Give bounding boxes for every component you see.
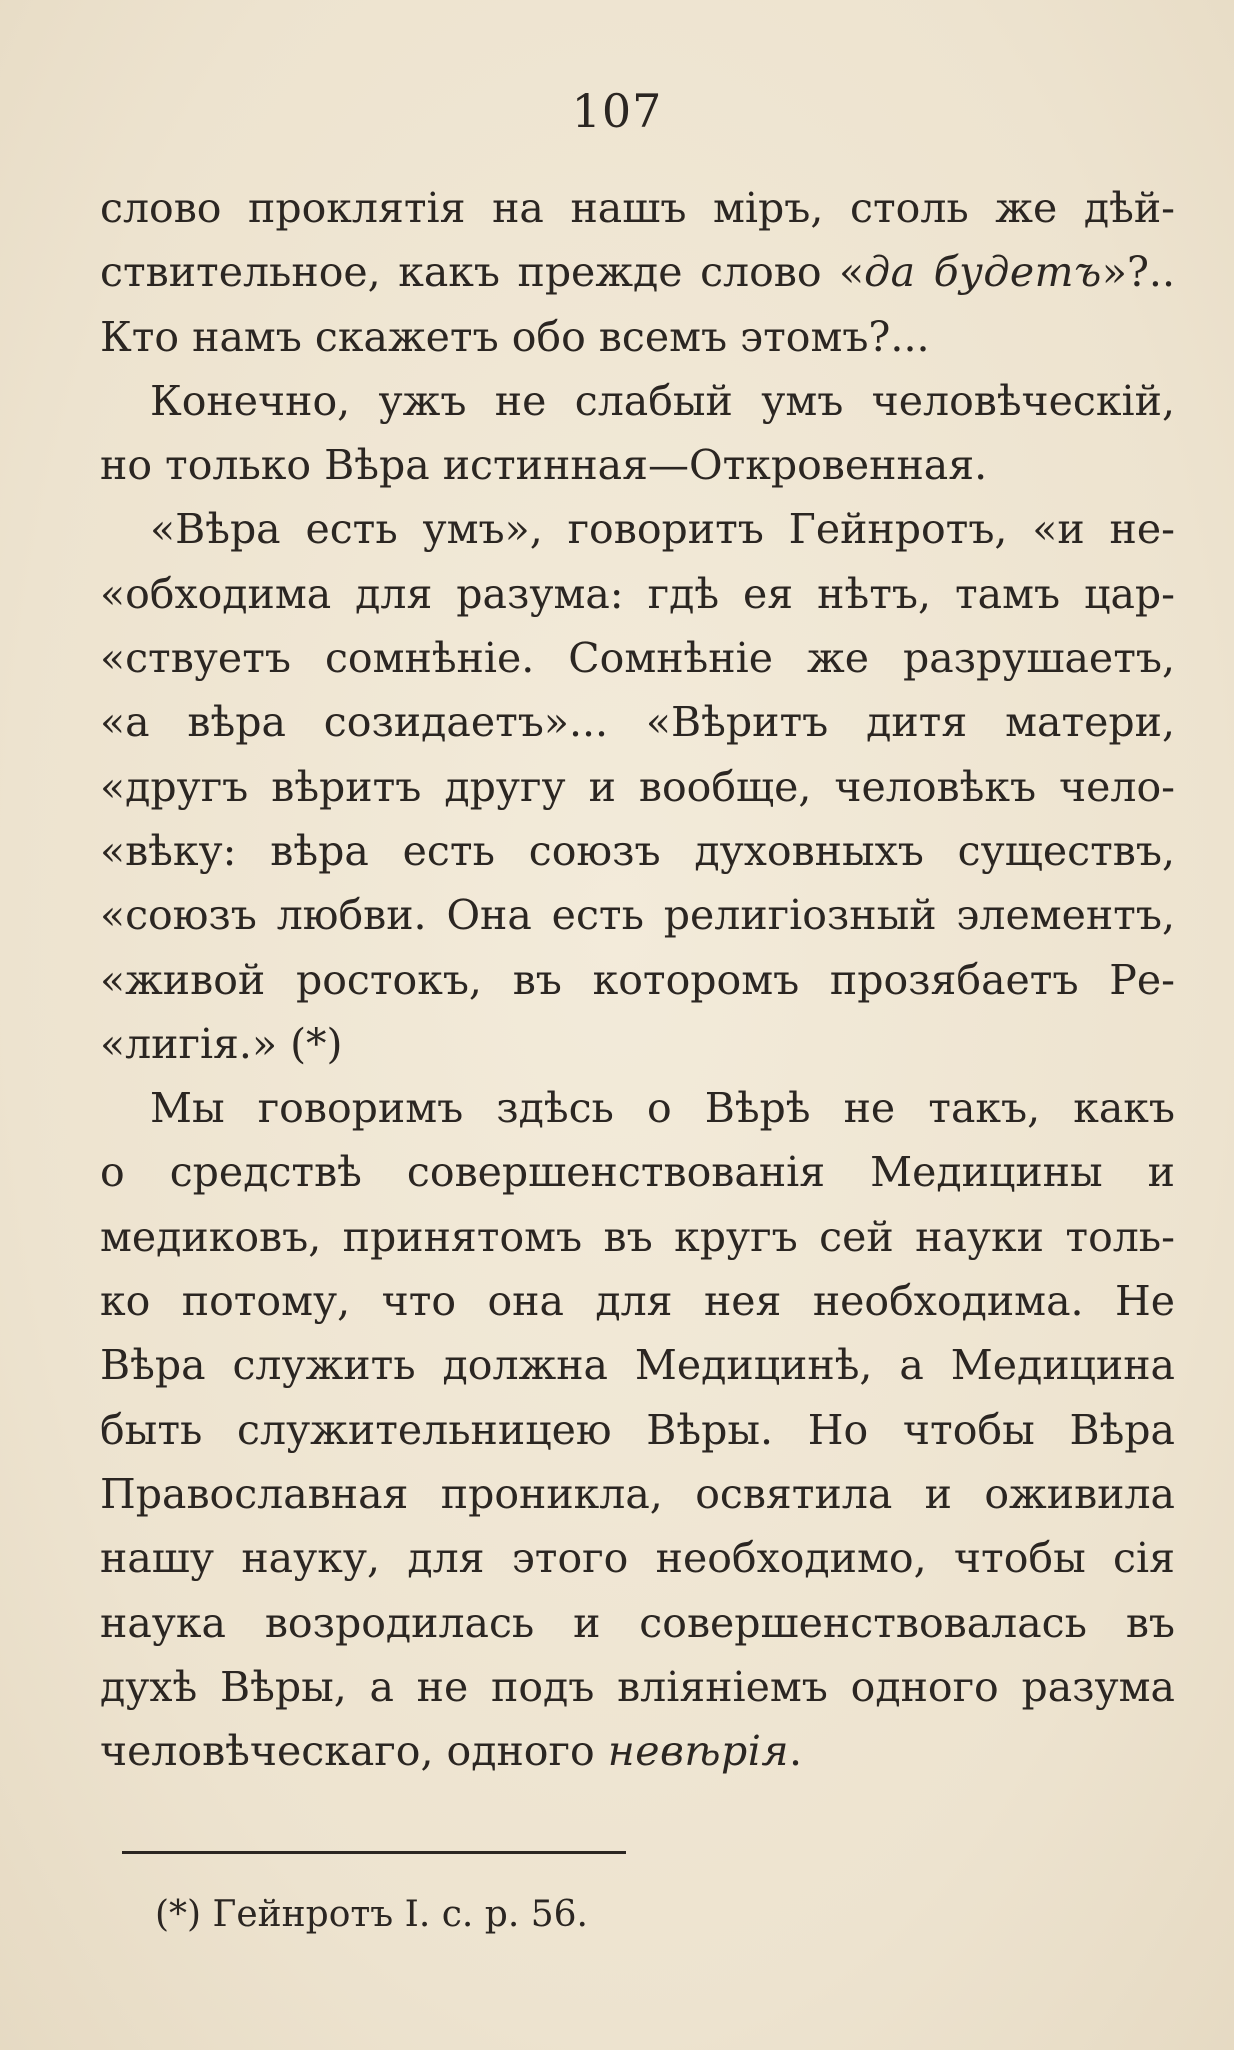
text-line: Мы говоримъ здѣсь о Вѣрѣ не такъ, какъ (150, 1084, 1175, 1133)
text-line: «ствуетъ сомнѣніе. Сомнѣніе же разрушаетъ, (100, 634, 1175, 683)
text-line: «другъ вѣритъ другу и вообще, человѣкъ чело- (100, 762, 1175, 811)
page-number: 107 (571, 84, 663, 138)
text-line: «союзъ любви. Она есть религіозный элементъ, (100, 891, 1175, 940)
text-line: «обходима для разума: гдѣ ея нѣтъ, тамъ цар- (100, 569, 1175, 618)
text-line: Кто намъ скажетъ обо всемъ этомъ?... (100, 312, 930, 361)
text-line: слово проклятія на нашъ міръ, столь же дѣй- (100, 184, 1175, 232)
body-text (100, 176, 1175, 1783)
footnote: (*) Гейнротъ I. с. р. 56. (155, 1894, 588, 1935)
text-line: «а вѣра созидаетъ»... «Вѣритъ дитя матери, (100, 698, 1175, 747)
text-line: Конечно, ужъ не слабый умъ человѣческій, (150, 376, 1175, 425)
text-line: «живой ростокъ, въ которомъ прозябаетъ Ре- (100, 955, 1175, 1004)
text-line: Православная проникла, освятила и оживила (100, 1469, 1175, 1518)
text-line: наука возродилась и совершенствовалась въ (100, 1598, 1175, 1647)
text-line: «вѣку: вѣра есть союзъ духовныхъ существъ, (100, 826, 1175, 875)
text-line: медиковъ, принятомъ въ кругъ сей науки толь- (100, 1212, 1175, 1261)
text-line: духѣ Вѣры, а не подъ вліяніемъ одного разума (100, 1662, 1175, 1711)
italic-phrase: да будетъ (864, 248, 1102, 297)
text-line: но только Вѣра истинная—Откровенная. (100, 441, 988, 490)
italic-phrase: невѣрія (607, 1727, 790, 1776)
text-line: быть служительницею Вѣры. Но чтобы Вѣра (100, 1405, 1175, 1454)
text-line: ко потому, что она для нея необходима. Не (100, 1277, 1175, 1326)
text-line: о средствѣ совершенствованія Медицины и (100, 1148, 1175, 1197)
text-line: «Вѣра есть умъ», говоритъ Гейнротъ, «и не- (150, 505, 1175, 554)
text-line: «лигія.» (*) (100, 1019, 343, 1068)
text-line: человѣческаго, одного невѣрія. (100, 1727, 803, 1776)
footnote-rule (122, 1851, 626, 1854)
text-line: нашу науку, для этого необходимо, чтобы сія (100, 1534, 1175, 1583)
text-line: ствительное, какъ прежде слово «да будетъ»?.. (100, 248, 1175, 297)
text-line: Вѣра служить должна Медицинѣ, а Медицина (100, 1341, 1175, 1390)
